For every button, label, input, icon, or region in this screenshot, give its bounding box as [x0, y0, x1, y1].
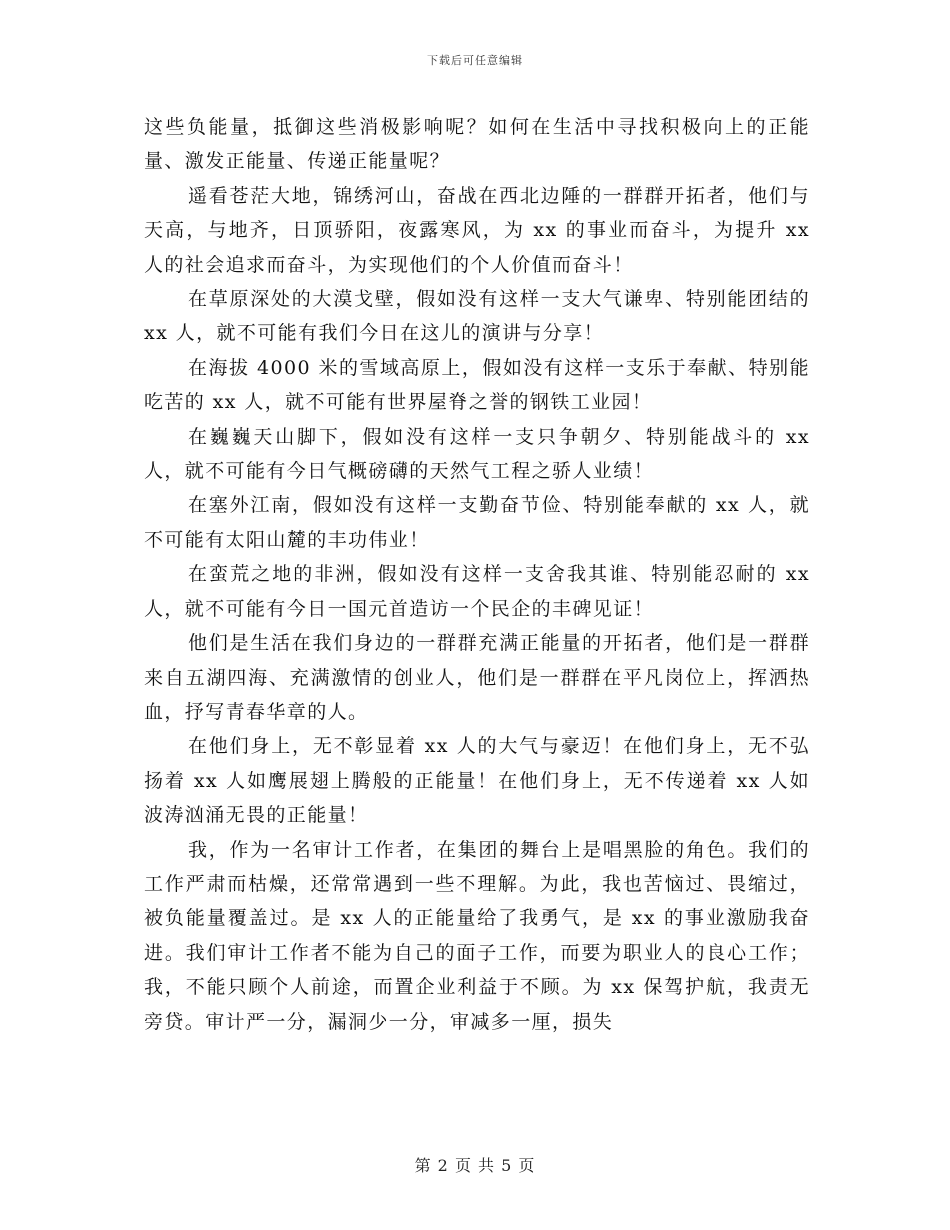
paragraph-9: 在他们身上，无不彰显着 xx 人的大气与豪迈！在他们身上，无不弘扬着 xx 人如鹰展翅上腾般的正能量！在他们身上，无不传递着 xx 人如波涛汹涌无畏的正能量！ — [144, 735, 810, 827]
paragraph-3: 在草原深处的大漠戈壁，假如没有这样一支大气谦卑、特别能团结的 xx 人，就不可能有我们今日在这儿的演讲与分享！ — [144, 288, 810, 345]
paragraph-4: 在海拔 4000 米的雪域高原上，假如没有这样一支乐于奉献、特别能吃苦的 xx 人，就不可能有世界屋脊之誉的钢铁工业园！ — [144, 356, 810, 414]
document-body — [144, 110, 810, 1039]
page-footer: 第 2 页 共 5 页 — [414, 1156, 536, 1175]
page-header: 下载后可任意编辑 — [427, 54, 523, 67]
paragraph-1: 这些负能量，抵御这些消极影响呢？如何在生活中寻找积极向上的正能量、激发正能量、传递正能量呢？ — [144, 116, 810, 173]
paragraph-2: 遥看苍茫大地，锦绣河山，奋战在西北边陲的一群群开拓者，他们与天高，与地齐，日顶骄阳，夜露寒风，为 xx 的事业而奋斗，为提升 xx 人的社会追求而奋斗，为实现他们的个人价值而奋斗！ — [144, 184, 810, 276]
paragraph-8: 他们是生活在我们身边的一群群充满正能量的开拓者，他们是一群群来自五湖四海、充满激情的创业人，他们是一群群在平凡岗位上，挥洒热血，抒写青春华章的人。 — [144, 632, 810, 723]
paragraph-7: 在蛮荒之地的非洲，假如没有这样一支舍我其谁、特别能忍耐的 xx 人，就不可能有今日一国元首造访一个民企的丰碑见证！ — [144, 563, 810, 620]
paragraph-5: 在巍巍天山脚下，假如没有这样一支只争朝夕、特别能战斗的 xx 人，就不可能有今日气概磅礴的天然气工程之骄人业绩！ — [144, 425, 810, 483]
paragraph-10: 我，作为一名审计工作者，在集团的舞台上是唱黑脸的角色。我们的工作严肃而枯燥，还常常遇到一些不理解。为此，我也苦恼过、畏缩过，被负能量覆盖过。是 xx 人的正能量给了我勇气，是 xx 的事业激励我奋进。我们审计工作者不能为自己的面子工作，而要为职业人的良心工作；我，不能只顾个人前途，而置企业利益于不顾。为 xx 保驾护航，我责无旁贷。审计严一分，漏洞少一分，审减多一厘，损失 — [144, 838, 810, 1033]
paragraph-6: 在塞外江南，假如没有这样一支勤奋节俭、特别能奉献的 xx 人，就不可能有太阳山麓的丰功伟业！ — [144, 494, 810, 551]
